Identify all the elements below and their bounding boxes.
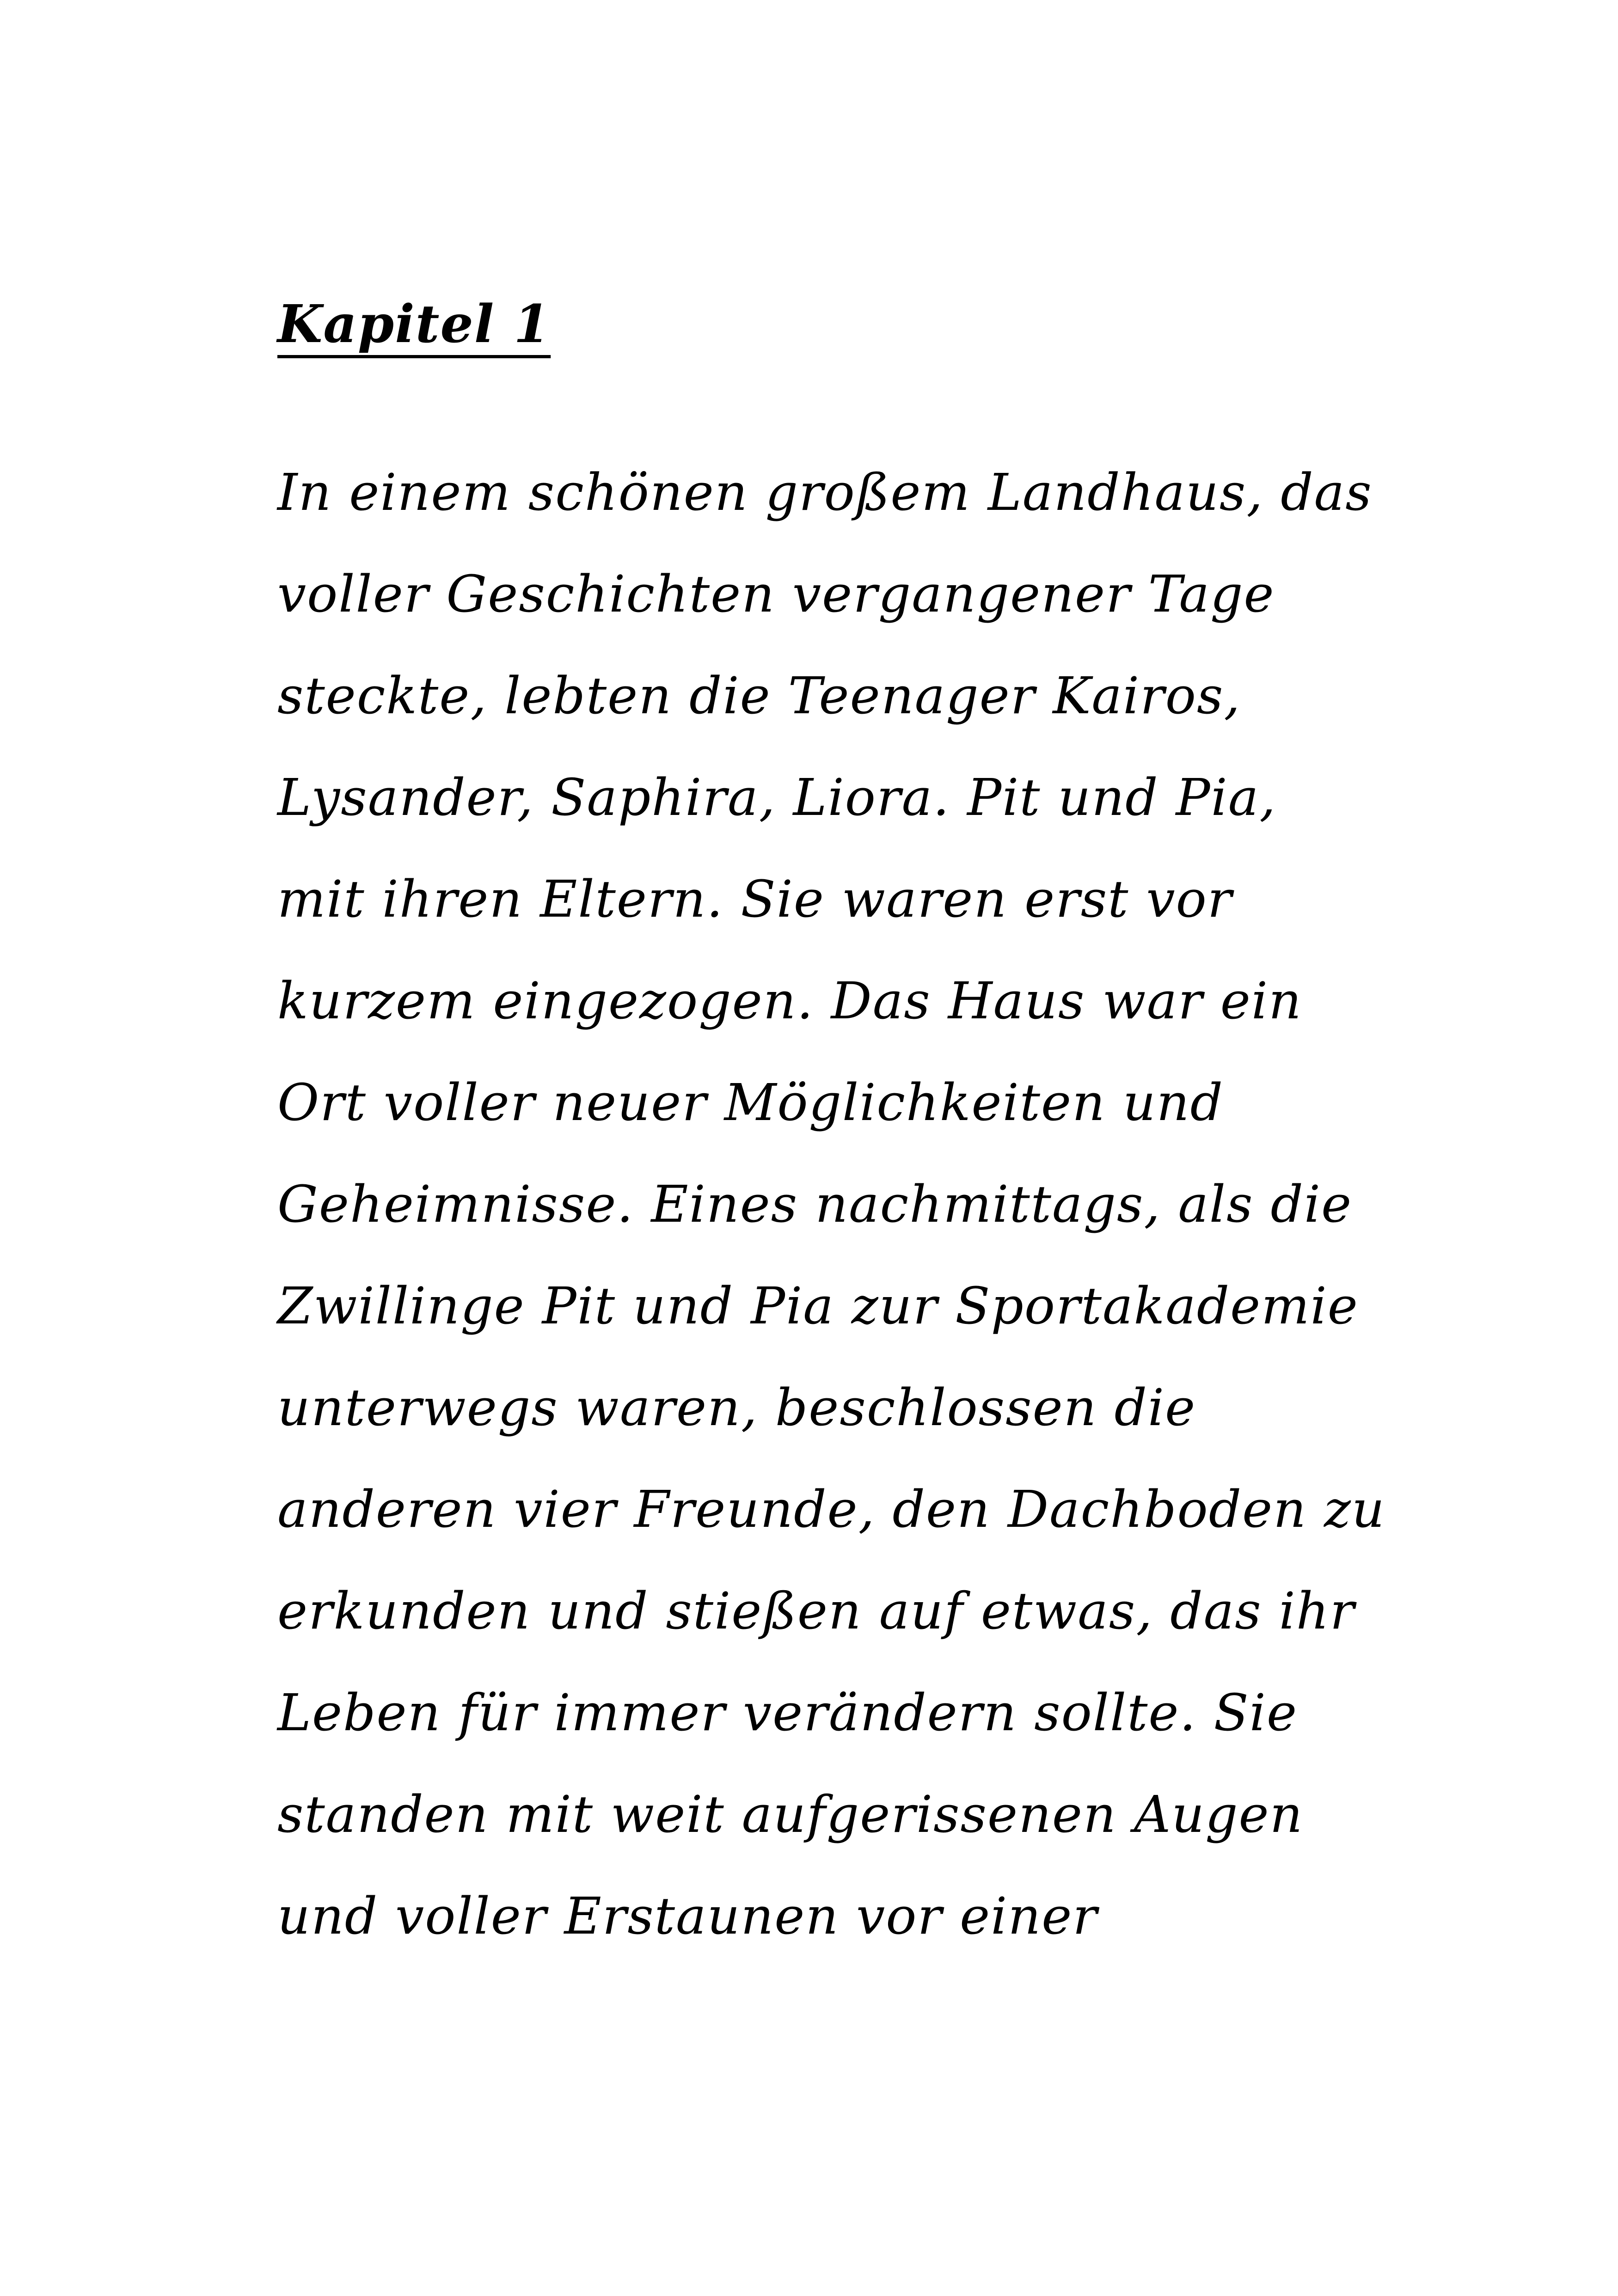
story-line: erkunden und stießen auf etwas, das ihr <box>277 1581 1355 1641</box>
story-line: Lysander, Saphira, Liora. Pit und Pia, <box>277 768 1277 827</box>
chapter-title: Kapitel 1 <box>277 294 551 355</box>
story-line: kurzem eingezogen. Das Haus war ein <box>277 971 1302 1030</box>
story-line: und voller Erstaunen vor einer <box>277 1886 1098 1946</box>
story-line: steckte, lebten die Teenager Kairos, <box>277 666 1241 725</box>
story-line: anderen vier Freunde, den Dachboden zu <box>277 1480 1385 1539</box>
story-line: Geheimnisse. Eines nachmittags, als die <box>277 1175 1353 1234</box>
story-line: Ort voller neuer Möglichkeiten und <box>277 1073 1224 1132</box>
story-line: Leben für immer verändern sollte. Sie <box>277 1683 1298 1742</box>
story-line: unterwegs waren, beschlossen die <box>277 1378 1196 1437</box>
story-line: In einem schönen großem Landhaus, das <box>277 463 1373 522</box>
story-line: mit ihren Eltern. Sie waren erst vor <box>277 869 1233 929</box>
story-line: Zwillinge Pit und Pia zur Sportakademie <box>277 1276 1359 1335</box>
story-line: voller Geschichten vergangener Tage <box>277 564 1275 624</box>
story-line: standen mit weit aufgerissenen Augen <box>277 1785 1304 1844</box>
story-text <box>277 441 1387 1967</box>
